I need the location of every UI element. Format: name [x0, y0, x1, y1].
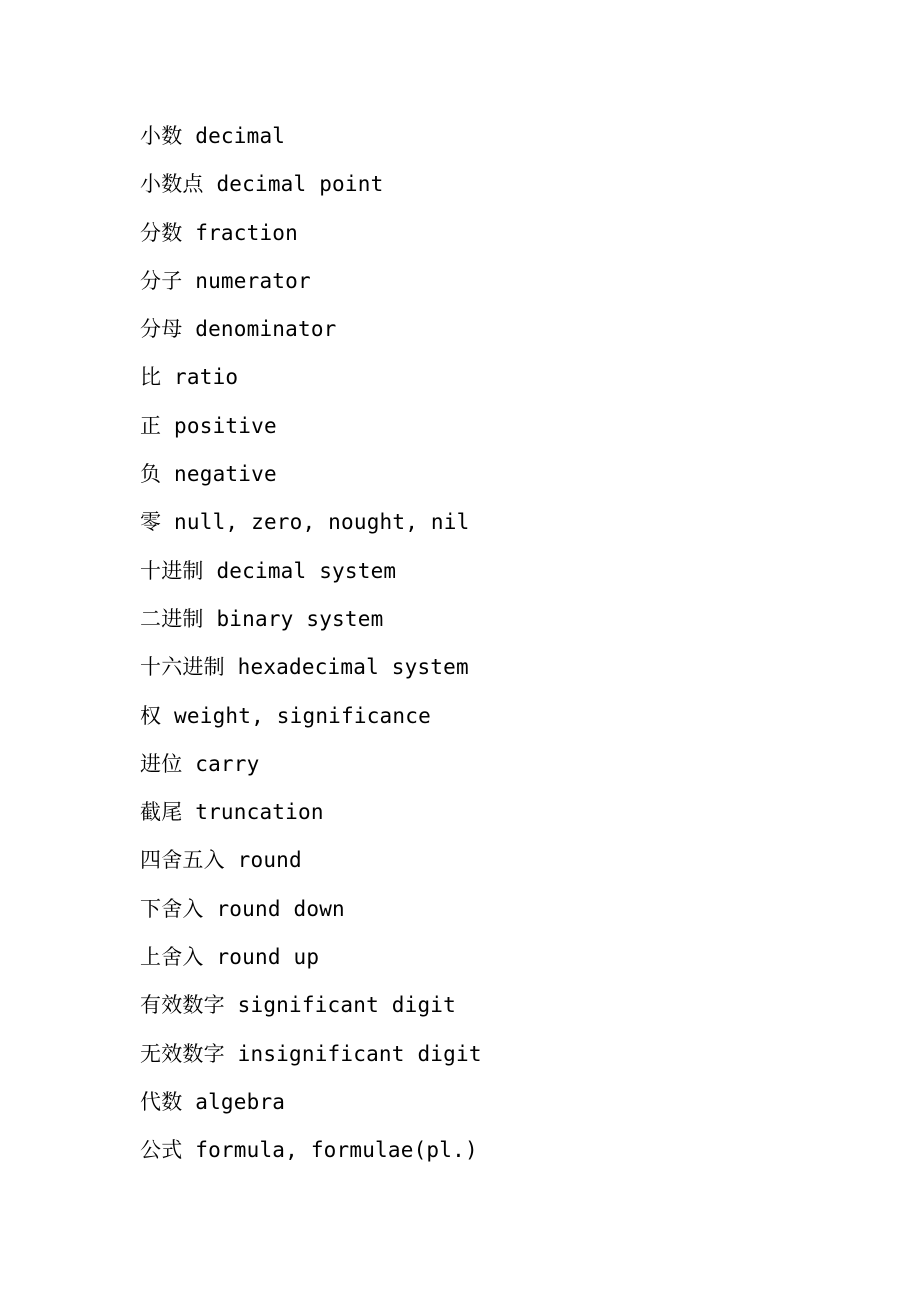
term-chinese: 分数: [140, 220, 183, 245]
term-chinese: 正: [140, 413, 162, 438]
term-english: negative: [174, 462, 277, 487]
list-item: [140, 1131, 860, 1179]
glossary-list: [140, 117, 860, 1180]
term-english: insignificant digit: [237, 1041, 482, 1066]
list-item: [140, 648, 860, 696]
term-english: binary system: [216, 606, 384, 631]
list-item: [140, 986, 860, 1034]
list-item: [140, 552, 860, 600]
term-english: round down: [216, 896, 345, 921]
term-chinese: 代数: [140, 1089, 183, 1114]
term-chinese: 权: [140, 703, 162, 728]
list-item: [140, 455, 860, 503]
list-item: [140, 938, 860, 986]
term-english: decimal system: [216, 558, 397, 583]
term-english: significant digit: [237, 993, 456, 1018]
list-item: [140, 1035, 860, 1083]
term-english: hexadecimal system: [237, 655, 469, 680]
term-chinese: 比: [140, 365, 162, 390]
list-item: [140, 600, 860, 648]
term-chinese: 分子: [140, 268, 183, 293]
term-chinese: 无效数字: [140, 1041, 225, 1066]
term-chinese: 公式: [140, 1138, 183, 1163]
term-chinese: 有效数字: [140, 993, 225, 1018]
term-chinese: 十进制: [140, 558, 204, 583]
list-item: [140, 310, 860, 358]
term-english: denominator: [195, 317, 337, 342]
term-english: round up: [216, 945, 320, 970]
list-item: [140, 697, 860, 745]
term-english: numerator: [195, 268, 311, 293]
term-chinese: 分母: [140, 317, 183, 342]
list-item: [140, 262, 860, 310]
term-english: weight, significance: [174, 703, 431, 728]
list-item: [140, 358, 860, 406]
term-chinese: 二进制: [140, 606, 204, 631]
term-chinese: 下舍入: [140, 896, 204, 921]
term-english: positive: [174, 413, 277, 438]
term-chinese: 四舍五入: [140, 848, 225, 873]
term-english: carry: [195, 751, 260, 776]
list-item: [140, 165, 860, 213]
list-item: [140, 503, 860, 551]
term-english: fraction: [195, 220, 298, 245]
term-english: null, zero, nought, nil: [174, 510, 470, 535]
term-english: round: [237, 848, 302, 873]
list-item: [140, 890, 860, 938]
term-chinese: 十六进制: [140, 655, 225, 680]
list-item: [140, 745, 860, 793]
term-chinese: 负: [140, 462, 162, 487]
term-english: decimal point: [216, 172, 384, 197]
term-english: ratio: [174, 365, 239, 390]
list-item: [140, 214, 860, 262]
term-chinese: 截尾: [140, 800, 183, 825]
list-item: [140, 407, 860, 455]
term-english: algebra: [195, 1089, 286, 1114]
term-english: truncation: [195, 800, 324, 825]
term-english: formula, formulae(pl.): [195, 1138, 478, 1163]
term-chinese: 小数点: [140, 172, 204, 197]
term-chinese: 零: [140, 510, 162, 535]
term-chinese: 进位: [140, 751, 183, 776]
list-item: [140, 117, 860, 165]
list-item: [140, 841, 860, 889]
list-item: [140, 1083, 860, 1131]
term-chinese: 小数: [140, 124, 183, 148]
term-english: decimal: [195, 124, 286, 148]
term-chinese: 上舍入: [140, 945, 204, 970]
list-item: [140, 793, 860, 841]
